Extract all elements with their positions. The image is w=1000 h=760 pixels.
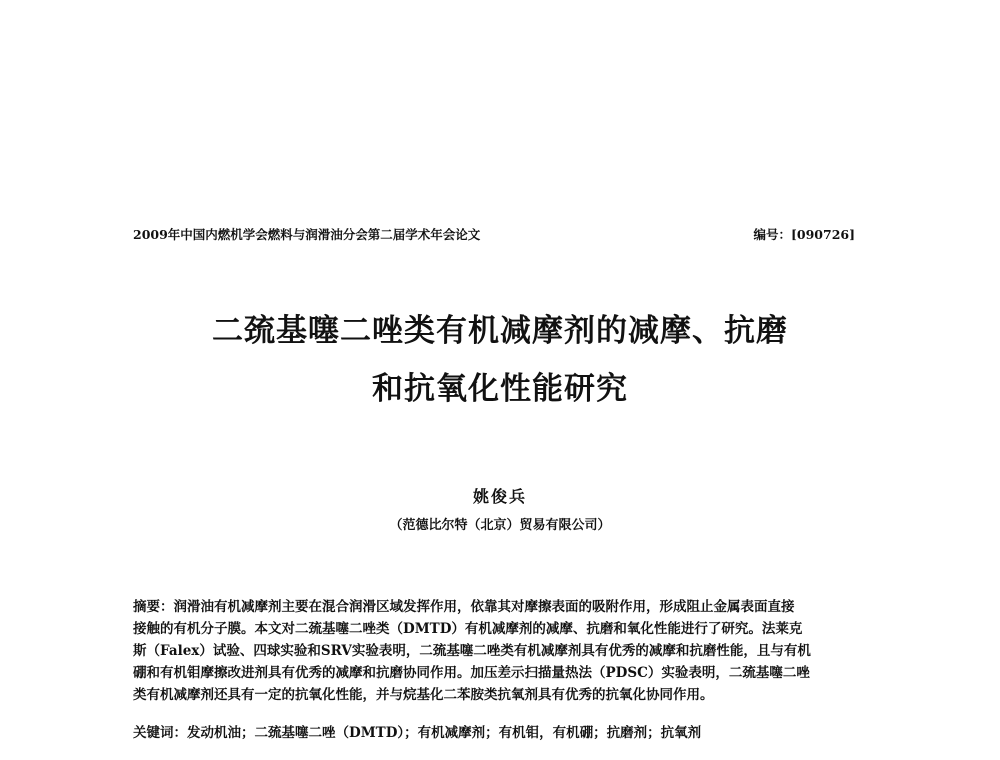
- author-name: 姚俊兵: [472, 487, 527, 506]
- conference-name: 2009年中国内燃机学会燃料与润滑油分会第二届学术年会论文: [133, 227, 481, 242]
- paper-header: [133, 224, 855, 244]
- author-affiliation: （范德比尔特（北京）贸易有限公司）: [389, 518, 611, 533]
- abstract-line-3: 斯（Falex）试验、四球实验和SRV实验表明，二巯基噻二唑类有机减摩剂具有优秀的减摩和抗磨性能，且与有机: [133, 643, 811, 659]
- paper-title-line-2: 和抗氧化性能研究: [372, 371, 628, 407]
- keywords-label: 关键词：: [133, 725, 187, 741]
- abstract-line-1: [133, 596, 857, 618]
- keywords: [133, 722, 857, 744]
- abstract-line-5: 类有机减摩剂还具有一定的抗氧化性能，并与烷基化二苯胺类抗氧剂具有优秀的抗氧化协同作用。: [133, 687, 714, 703]
- abstract-line-2: 接触的有机分子膜。本文对二巯基噻二唑类（DMTD）有机减摩剂的减摩、抗磨和氧化性能进行了研究。法莱克: [133, 621, 803, 637]
- abstract-label: 摘要：: [133, 599, 174, 615]
- abstract: [133, 596, 857, 706]
- paper-number: 编号：[090726]: [753, 227, 855, 242]
- paper-title-line-1: 二巯基噻二唑类有机减摩剂的减摩、抗磨: [212, 313, 788, 349]
- abstract-text-1: 润滑油有机减摩剂主要在混合润滑区域发挥作用，依靠其对摩擦表面的吸附作用，形成阻止金属表面直接: [173, 599, 795, 615]
- abstract-line-4: 硼和有机钼摩擦改进剂具有优秀的减摩和抗磨协同作用。加压差示扫描量热法（PDSC）实验表明，二巯基噻二唑: [133, 665, 810, 681]
- keywords-text: 发动机油；二巯基噻二唑（DMTD）；有机减摩剂；有机钼，有机硼；抗磨剂；抗氧剂: [187, 725, 702, 741]
